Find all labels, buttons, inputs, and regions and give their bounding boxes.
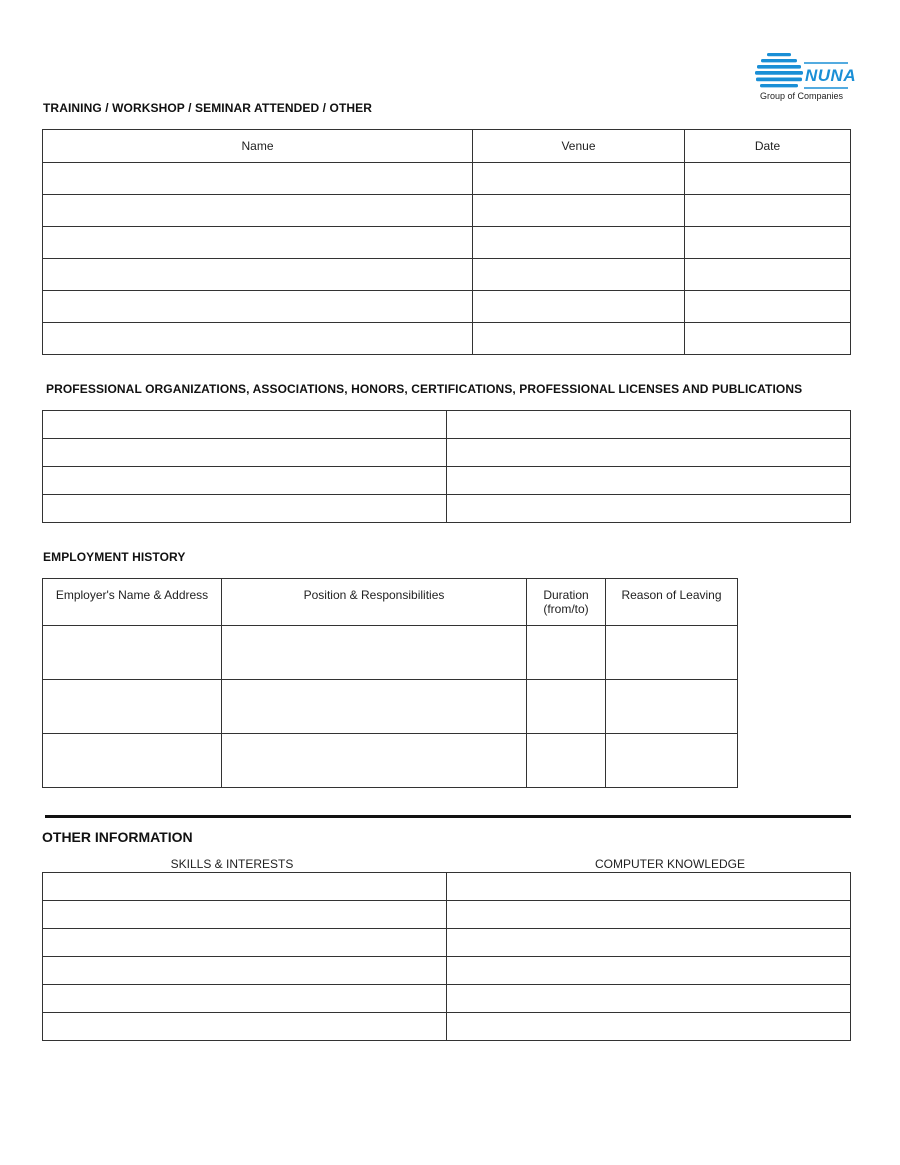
reason-cell[interactable] bbox=[606, 734, 738, 788]
duration-cell[interactable] bbox=[527, 680, 606, 734]
venue-cell[interactable] bbox=[473, 259, 685, 291]
date-cell[interactable] bbox=[685, 259, 851, 291]
column-header-date: Date bbox=[685, 130, 851, 163]
training-header-row bbox=[43, 130, 851, 163]
table-row bbox=[43, 495, 851, 523]
column-header-employer: Employer's Name & Address bbox=[43, 579, 222, 626]
logo-tagline: Group of Companies bbox=[760, 91, 844, 101]
duration-cell[interactable] bbox=[527, 734, 606, 788]
date-cell[interactable] bbox=[685, 195, 851, 227]
column-header-reason: Reason of Leaving bbox=[606, 579, 738, 626]
computer-cell[interactable] bbox=[447, 957, 851, 985]
table-row bbox=[43, 680, 738, 734]
skills-cell[interactable] bbox=[43, 873, 447, 901]
computer-knowledge-label: COMPUTER KNOWLEDGE bbox=[594, 857, 745, 871]
table-row bbox=[43, 163, 851, 195]
other-info-table bbox=[42, 872, 851, 1041]
duration-label: Duration bbox=[543, 588, 589, 602]
employer-cell[interactable] bbox=[43, 626, 222, 680]
table-row bbox=[43, 291, 851, 323]
table-row bbox=[43, 626, 738, 680]
entry-cell[interactable] bbox=[447, 411, 851, 439]
skills-interests-label: SKILLS & INTERESTS bbox=[170, 857, 294, 871]
skills-cell[interactable] bbox=[43, 985, 447, 1013]
name-cell[interactable] bbox=[43, 291, 473, 323]
name-cell[interactable] bbox=[43, 227, 473, 259]
other-info-heading: OTHER INFORMATION bbox=[42, 829, 193, 845]
table-row bbox=[43, 439, 851, 467]
employment-heading: EMPLOYMENT HISTORY bbox=[43, 550, 186, 564]
table-row bbox=[43, 323, 851, 355]
table-row bbox=[43, 411, 851, 439]
table-row bbox=[43, 734, 738, 788]
computer-cell[interactable] bbox=[447, 1013, 851, 1041]
name-cell[interactable] bbox=[43, 195, 473, 227]
column-header-venue: Venue bbox=[473, 130, 685, 163]
date-cell[interactable] bbox=[685, 163, 851, 195]
column-header-position: Position & Responsibilities bbox=[222, 579, 527, 626]
employment-header-row bbox=[43, 579, 738, 626]
duration-cell[interactable] bbox=[527, 626, 606, 680]
entry-cell[interactable] bbox=[43, 439, 447, 467]
table-row bbox=[43, 195, 851, 227]
table-row bbox=[43, 985, 851, 1013]
position-cell[interactable] bbox=[222, 626, 527, 680]
computer-cell[interactable] bbox=[447, 901, 851, 929]
table-row bbox=[43, 1013, 851, 1041]
duration-sublabel: (from/to) bbox=[543, 602, 589, 616]
entry-cell[interactable] bbox=[43, 495, 447, 523]
entry-cell[interactable] bbox=[447, 439, 851, 467]
professional-heading: PROFESSIONAL ORGANIZATIONS, ASSOCIATIONS, HONORS, CERTIFICATIONS, PROFESSIONAL LICENSES AND PUBLICATIONS bbox=[46, 382, 803, 396]
reason-cell[interactable] bbox=[606, 680, 738, 734]
table-row bbox=[43, 957, 851, 985]
table-row bbox=[43, 873, 851, 901]
skills-cell[interactable] bbox=[43, 957, 447, 985]
table-row bbox=[43, 901, 851, 929]
venue-cell[interactable] bbox=[473, 323, 685, 355]
logo-brand: NUNA bbox=[805, 66, 857, 85]
entry-cell[interactable] bbox=[43, 467, 447, 495]
professional-table bbox=[42, 410, 851, 523]
venue-cell[interactable] bbox=[473, 291, 685, 323]
table-row bbox=[43, 467, 851, 495]
table-row bbox=[43, 227, 851, 259]
employment-table bbox=[42, 578, 738, 788]
skills-cell[interactable] bbox=[43, 929, 447, 957]
section-divider bbox=[45, 815, 851, 818]
computer-cell[interactable] bbox=[447, 929, 851, 957]
training-table bbox=[42, 129, 851, 355]
name-cell[interactable] bbox=[43, 323, 473, 355]
position-cell[interactable] bbox=[222, 734, 527, 788]
column-header-duration bbox=[527, 579, 606, 626]
venue-cell[interactable] bbox=[473, 227, 685, 259]
venue-cell[interactable] bbox=[473, 163, 685, 195]
entry-cell[interactable] bbox=[447, 495, 851, 523]
computer-cell[interactable] bbox=[447, 985, 851, 1013]
entry-cell[interactable] bbox=[43, 411, 447, 439]
column-header-name: Name bbox=[43, 130, 473, 163]
date-cell[interactable] bbox=[685, 323, 851, 355]
date-cell[interactable] bbox=[685, 227, 851, 259]
name-cell[interactable] bbox=[43, 163, 473, 195]
employer-cell[interactable] bbox=[43, 734, 222, 788]
table-row bbox=[43, 259, 851, 291]
skills-cell[interactable] bbox=[43, 1013, 447, 1041]
skills-cell[interactable] bbox=[43, 901, 447, 929]
table-row bbox=[43, 929, 851, 957]
training-heading: TRAINING / WORKSHOP / SEMINAR ATTENDED / OTHER bbox=[43, 101, 373, 115]
company-logo bbox=[754, 50, 857, 104]
date-cell[interactable] bbox=[685, 291, 851, 323]
name-cell[interactable] bbox=[43, 259, 473, 291]
employer-cell[interactable] bbox=[43, 680, 222, 734]
position-cell[interactable] bbox=[222, 680, 527, 734]
computer-cell[interactable] bbox=[447, 873, 851, 901]
reason-cell[interactable] bbox=[606, 626, 738, 680]
entry-cell[interactable] bbox=[447, 467, 851, 495]
venue-cell[interactable] bbox=[473, 195, 685, 227]
